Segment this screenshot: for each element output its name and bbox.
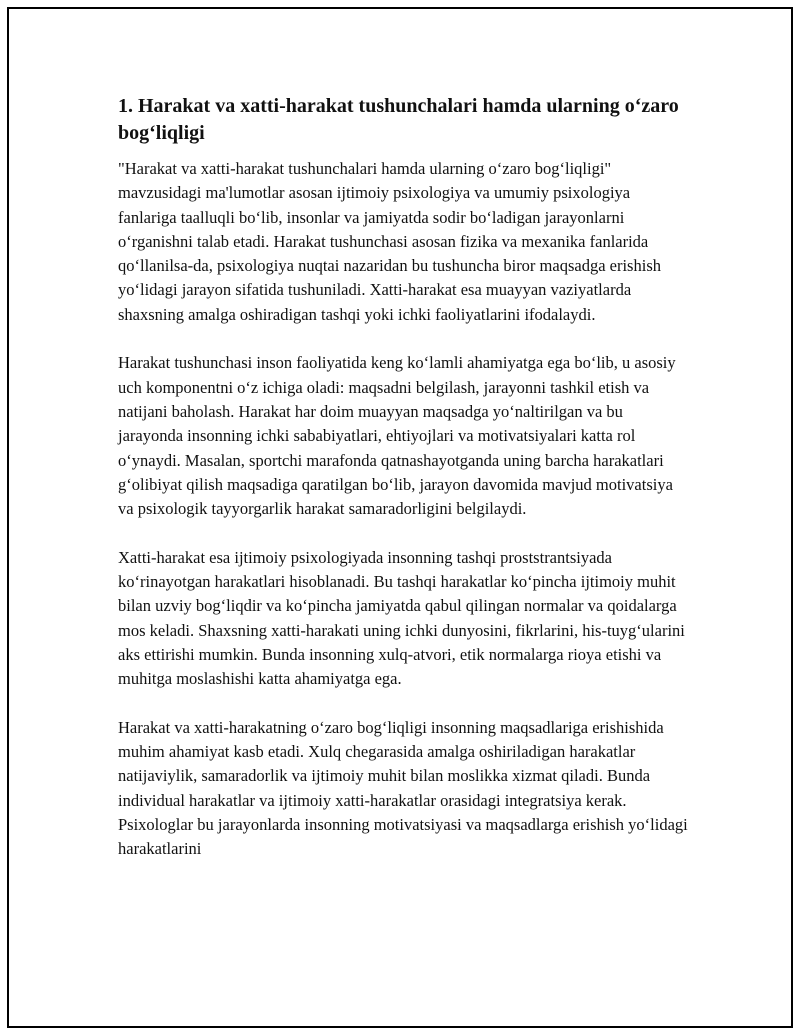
paragraph-1: "Harakat va xatti-harakat tushunchalari hamda ularning o‘zaro bog‘liqligi" mavzusidagi ma'lumotlar asosan ijtimoiy psixologiya va umumiy psixologiya fanlariga taalluqli bo‘lib, insonlar va jamiyatda sodir bo‘ladigan jarayonlarni o‘rganishni talab etadi. Harakat tushunchasi asosan fizika va mexanika fanlarida qo‘llanilsa-da, psixologiya nuqtai nazaridan bu tushuncha biror maqsadga erishish yo‘lidagi jarayon sifatida tushuniladi. Xatti-harakat esa muayyan vaziyatlarda shaxsning amalga oshiradigan tashqi yoki ichki faoliyatlarini ifodalaydi.: [118, 159, 661, 324]
paragraph-4: Harakat va xatti-harakatning o‘zaro bog‘liqligi insonning maqsadlariga erishishida muhim ahamiyat kasb etadi. Xulq chegarasida amalga oshiriladigan harakatlar natijaviylik, samaradorlik va ijtimoiy muhit bilan moslikka xizmat qiladi. Bunda individual harakatlar va ijtimoiy xatti-harakatlar orasidagi integratsiya kerak. Psixologlar bu jarayonlarda insonning motivatsiyasi va maqsadlarga erishish yo‘lidagi harakatlarini: [118, 717, 688, 859]
paragraph-3: Xatti-harakat esa ijtimoiy psixologiyada insonning tashqi proststrantsiyada ko‘rinayotgan harakatlari hisoblanadi. Bu tashqi harakatlar ko‘pincha ijtimoiy muhit bilan uzviy bog‘liqdir va ko‘pincha jamiyatda qabul qilingan normalar va qoidalarga mos keladi. Shaxsning xatti-harakati uning ichki dunyosini, fikrlarini, his-tuyg‘ularini aks ettirishi mumkin. Bunda insonning xulq-atvori, etik normalarga rioya etishi va muhitga moslashishi katta ahamiyatga ega.: [118, 547, 685, 689]
paragraph-2: Harakat tushunchasi inson faoliyatida keng ko‘lamli ahamiyatga ega bo‘lib, u asosiy uch komponentni o‘z ichiga oladi: maqsadni belgilash, jarayonni tashkil etish va natijani baholash. Harakat har doim muayyan maqsadga yo‘naltirilgan va bu jarayonda insonning ichki sababiyatlari, ehtiyojlari va motivatsiyalari katta rol o‘ynaydi. Masalan, sportchi marafonda qatnashayotganda uning barcha harakatlari g‘olibiyat qilish maqsadiga qaratilgan bo‘lib, jarayon davomida mavjud motivatsiya va psixologik tayyorgarlik harakat samaradorligini belgilaydi.: [118, 353, 676, 519]
section-heading: 1. Harakat va xatti-harakat tushunchalari hamda ularning o‘zaro bog‘liqligi: [118, 95, 679, 144]
document-body: [118, 93, 688, 886]
